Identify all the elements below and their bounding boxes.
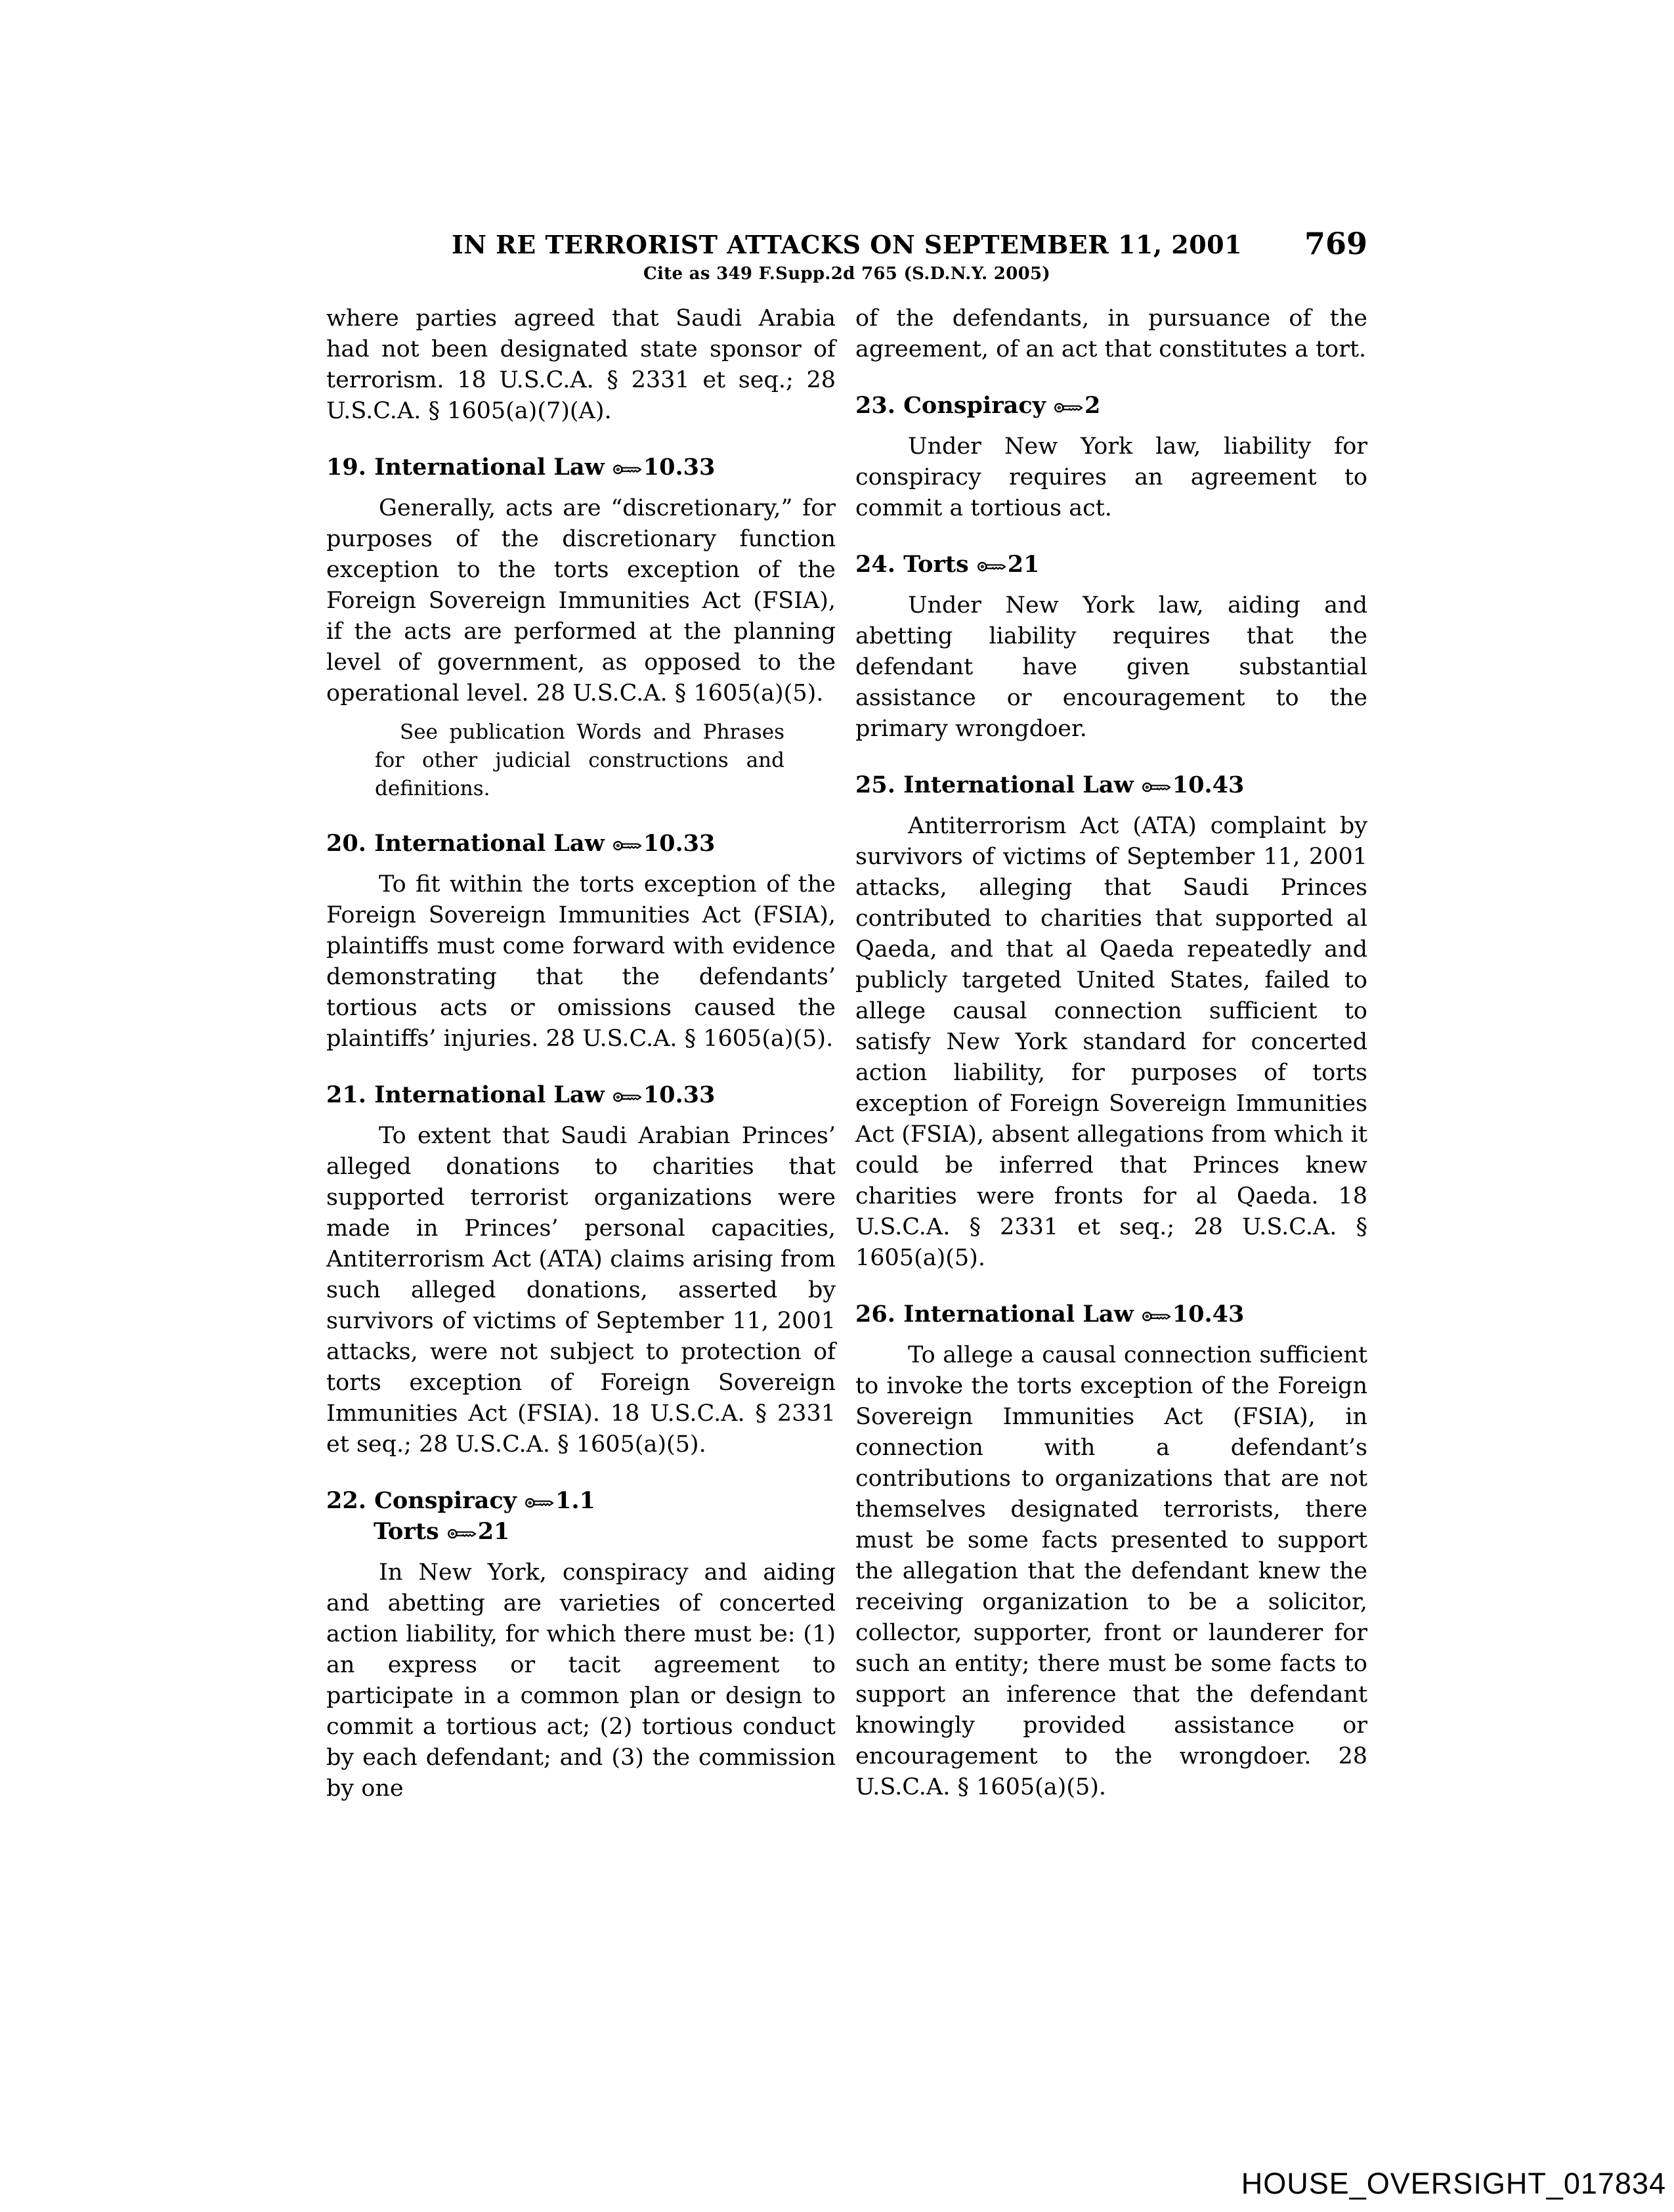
- headnote-paragraph: Generally, acts are “discretionary,” for purposes of the discretionary function exception to the torts exception of the Foreign Sovereign Immunities Act (FSIA), if the acts are performed at the planning level of government, as opposed to the operational level. 28 U.S.C.A. § 1605(a)(5).: [326, 495, 836, 706]
- key-number-icon: [977, 560, 1006, 573]
- key-number: 21: [477, 1518, 510, 1545]
- headnote-heading-22: [326, 1485, 836, 1547]
- continuation-paragraph: where parties agreed that Saudi Arabia had not been designated state sponsor of terrorism. 18 U.S.C.A. § 2331 et seq.; 28 U.S.C.A. § 1605(a)(7)(A).: [326, 305, 836, 424]
- page-number: 769: [1304, 226, 1367, 261]
- key-number-icon: [1142, 781, 1171, 794]
- headnote-title: 25. International Law: [855, 771, 1134, 798]
- key-number-icon: [612, 839, 642, 852]
- key-number-icon: [447, 1527, 477, 1540]
- headnote-paragraph: To fit within the torts exception of the Foreign Sovereign Immunities Act (FSIA), plaintiffs must come forward with evidence demonstrating that the defendants’ tortious acts or omissions caused the plaintiffs’ injuries. 28 U.S.C.A. § 1605(a)(5).: [326, 871, 836, 1052]
- headnote-heading-26: [855, 1299, 1367, 1330]
- headnote-paragraph: In New York, conspiracy and aiding and abetting are varieties of concerted action liability, for which there must be: (1) an express or tacit agreement to participate in a common plan or design to commit a tortious act; (2) tortious conduct by each defendant; and (3) the commission by one: [326, 1559, 836, 1802]
- key-number: 1.1: [555, 1487, 595, 1514]
- headnote-title: 19. International Law: [326, 454, 605, 481]
- headnote-title: 21. International Law: [326, 1081, 605, 1108]
- key-number: 10.33: [643, 1081, 716, 1108]
- headnote-title: Torts: [374, 1518, 439, 1545]
- headnote-heading-line: [326, 1485, 836, 1516]
- key-number-icon: [1142, 1310, 1171, 1323]
- headnote-heading-19: [326, 452, 836, 483]
- headnote-title: 26. International Law: [855, 1301, 1134, 1328]
- headnote-heading-24: [855, 549, 1367, 580]
- bates-stamp: HOUSE_OVERSIGHT_017834: [1241, 2167, 1666, 2200]
- headnote-paragraph: Under New York law, aiding and abetting liability requires that the defendant have given substantial assistance or encouragement to the primary wrongdoer.: [855, 592, 1367, 742]
- key-number: 10.43: [1172, 771, 1245, 798]
- key-number: 21: [1007, 551, 1040, 578]
- headnote-paragraph: To allege a causal connection sufficient to invoke the torts exception of the Foreign Sovereign Immunities Act (FSIA), in connection with a defendant’s contributions to organizations that are not themselves designated terrorists, there must be some facts presented to support the allegation that the defendant knew the receiving organization to be a solicitor, collector, supporter, front or launderer for such an entity; there must be some facts to support an inference that the defendant knowingly provided assistance or encouragement to the wrongdoer. 28 U.S.C.A. § 1605(a)(5).: [855, 1342, 1367, 1800]
- key-number: 10.33: [643, 454, 716, 481]
- headnote-heading-25: [855, 770, 1367, 800]
- headnote-heading-23: [855, 390, 1367, 421]
- headnote-title: 20. International Law: [326, 830, 605, 857]
- right-column: [855, 303, 1367, 1803]
- headnote-title: 23. Conspiracy: [855, 392, 1046, 419]
- headnote-title: 22. Conspiracy: [326, 1487, 517, 1514]
- left-column: [326, 303, 836, 1804]
- key-number: 10.33: [643, 830, 716, 857]
- key-number-icon: [525, 1496, 554, 1509]
- headnote-title: 24. Torts: [855, 551, 969, 578]
- key-number-icon: [612, 463, 642, 476]
- key-number: 2: [1084, 392, 1101, 419]
- key-number-icon: [612, 1091, 642, 1104]
- page-header: [326, 226, 1367, 264]
- continuation-paragraph: of the defendants, in pursuance of the agreement, of an act that constitutes a tort.: [855, 305, 1367, 362]
- headnote-paragraph: Under New York law, liability for conspiracy requires an agreement to commit a tortious act.: [855, 433, 1367, 521]
- headnote-heading-line: [374, 1516, 836, 1547]
- headnote-heading-21: [326, 1079, 836, 1110]
- headnote-paragraph: Antiterrorism Act (ATA) complaint by survivors of victims of September 11, 2001 attacks, alleging that Saudi Princes contributed to charities that supported al Qaeda, and that al Qaeda repeatedly and publicly targeted United States, failed to allege causal connection sufficient to satisfy New York standard for concerted action liability, for purposes of torts exception of Foreign Sovereign Immunities Act (FSIA), absent allegations from which it could be inferred that Princes knew charities were fronts for al Qaeda. 18 U.S.C.A. § 2331 et seq.; 28 U.S.C.A. § 1605(a)(5).: [855, 813, 1367, 1271]
- headnote-heading-20: [326, 828, 836, 859]
- headnote-paragraph: To extent that Saudi Arabian Princes’ alleged donations to charities that supported terrorist organizations were made in Princes’ personal capacities, Antiterrorism Act (ATA) claims arising from such alleged donations, asserted by survivors of victims of September 11, 2001 attacks, were not subject to protection of torts exception of Foreign Sovereign Immunities Act (FSIA). 18 U.S.C.A. § 2331 et seq.; 28 U.S.C.A. § 1605(a)(5).: [326, 1123, 836, 1458]
- case-caption: IN RE TERRORIST ATTACKS ON SEPTEMBER 11, 2001: [451, 230, 1243, 259]
- key-number-icon: [1054, 401, 1083, 414]
- publication-note: See publication Words and Phrases for other judicial constructions and definitions.: [375, 720, 784, 800]
- citation-line: Cite as 349 F.Supp.2d 765 (S.D.N.Y. 2005): [643, 264, 1050, 284]
- key-number: 10.43: [1172, 1301, 1245, 1328]
